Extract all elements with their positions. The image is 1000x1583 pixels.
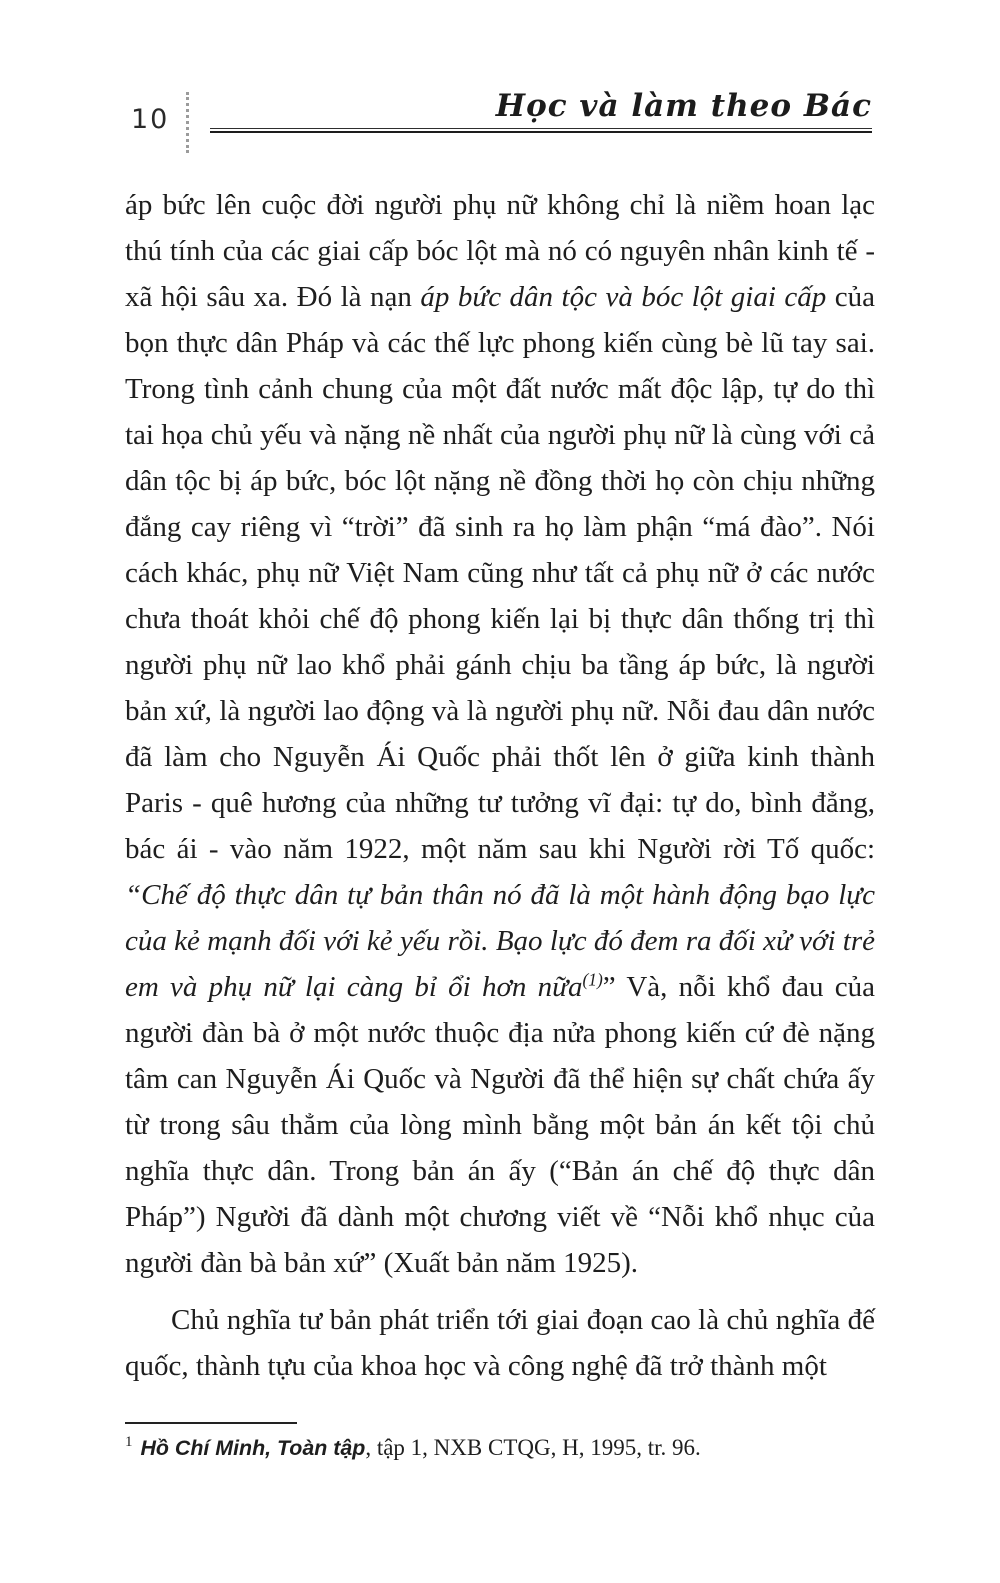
text-run: của bọn thực dân Pháp và các thế lực phong kiến cùng bè lũ tay sai. Trong tình cảnh chung của một đất nước mất độc lập, tự do thì tai họa chủ yếu và nặng nề nhất của người phụ nữ là cùng với cả dân tộc bị áp bức, bóc lột nặng nề đồng thời họ còn chịu những đắng cay riêng vì “trời” đã sinh ra họ làm phận “má đào”. Nói cách khác, phụ nữ Việt Nam cũng như tất cả phụ nữ ở các nước chưa thoát khỏi chế độ phong kiến lại bị thực dân thống trị thì người phụ nữ lao khổ phải gánh chịu ba tầng áp bức, là người bản xứ, là người lao động và là người phụ nữ. Nỗi đau dân nước đã làm cho Nguyễn Ái Quốc phải thốt lên ở giữa kinh thành Paris - quê hương của những tư tưởng vĩ đại: tự do, bình đẳng, bác ái - vào năm 1922, một năm sau khi Người rời Tố quốc:	[125, 281, 875, 865]
text-run: “Chế độ thực dân tự bản thân nó đã là một hành động bạo lực của kẻ mạnh đối với kẻ yếu rồi. Bạo lực đó đem ra đối xử với trẻ em và phụ nữ lại càng bỉ ổi hơn nữa	[125, 879, 875, 1003]
paragraph	[125, 1297, 875, 1389]
body-text	[125, 182, 875, 1389]
header-divider-dots	[186, 92, 189, 153]
text-run: , tập 1, NXB CTQG, H, 1995, tr. 96.	[365, 1435, 701, 1460]
text-run: áp bức lên cuộc đời người phụ nữ không chỉ là niềm hoan lạc thú tính của các giai cấp bóc lột mà nó có nguyên nhân kinh tế - xã hội sâu xa. Đó là nạn	[125, 189, 875, 313]
text-run: Chủ nghĩa tư bản phát triển tới giai đoạn cao là chủ nghĩa đế quốc, thành tựu của khoa học và công nghệ đã trở thành một	[125, 1304, 875, 1382]
running-header	[210, 88, 872, 133]
footnote	[125, 1432, 885, 1464]
footnote-rule	[125, 1422, 297, 1424]
page-number: 10	[131, 104, 170, 135]
text-run: áp bức dân tộc và bóc lột giai cấp	[420, 281, 827, 313]
header-rule	[210, 128, 872, 133]
text-run: (1)	[582, 969, 603, 990]
text-run: ” Và, nỗi khổ đau của người đàn bà ở một nước thuộc địa nửa phong kiến cứ đè nặng tâm can Nguyễn Ái Quốc và Người đã thể hiện sự chất chứa ấy từ trong sâu thẳm của lòng mình bằng một bản án kết tội chủ nghĩa thực dân. Trong bản án ấy (“Bản án chế độ thực dân Pháp”) Người đã dành một chương viết về “Nỗi khổ nhục của người đàn bà bản xứ” (Xuất bản năm 1925).	[125, 971, 875, 1279]
running-title: Học và làm theo Bác	[495, 88, 872, 124]
paragraph	[125, 182, 875, 1286]
footnote-text	[141, 1435, 701, 1460]
text-run: Hồ Chí Minh, Toàn tập	[140, 1436, 366, 1460]
footnote-marker: 1	[125, 1434, 133, 1451]
